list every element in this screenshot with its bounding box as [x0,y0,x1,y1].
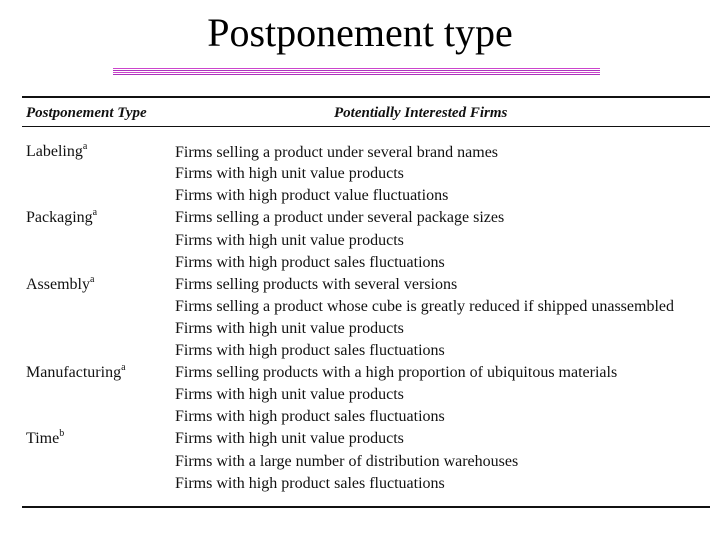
column-header-type: Postponement Type [26,105,147,121]
firm-line: Firms selling a product under several package sizes [175,209,505,226]
row-type-assembly: Assembly$^a$ [26,273,95,293]
table-header-rule [22,126,710,127]
firm-line: Firms with high unit value products [175,320,404,337]
firm-line: Firms with high product sales fluctuations [175,475,445,492]
firm-line: Firms selling products with a high proportion of ubiquitous materials [175,364,618,381]
table-bottom-rule [22,506,710,508]
underline-stripe [113,68,600,69]
slide-title: Postponement type [207,10,513,55]
firm-line: Firms with high product sales fluctuations [175,408,445,425]
row-type-time: Time$^b$ [26,427,65,447]
firm-line: Firms selling a product under several brand names [175,144,499,161]
firm-line: Firms with high unit value products [175,232,404,249]
underline-stripe [113,70,600,71]
row-type-manufacturing: Manufacturing$^a$ [26,361,126,381]
firm-line: Firms with high product value fluctuations [175,187,449,204]
firm-line: Firms with high unit value products [175,165,404,182]
firm-line: Firms with high unit value products [175,386,404,403]
firm-line: Firms selling products with several versions [175,276,458,293]
firm-line: Firms with high unit value products [175,430,404,447]
column-header-firms: Potentially Interested Firms [334,105,508,121]
firm-line: Firms with a large number of distribution warehouses [175,453,519,470]
footnote-marker: a [90,273,95,285]
firm-line: Firms with high product sales fluctuations [175,342,445,359]
firm-line: Firms selling a product whose cube is greatly reduced if shipped unassembled [175,298,674,315]
firm-line: Firms with high product sales fluctuations [175,254,445,271]
underline-stripe [113,74,600,75]
table-top-rule [22,96,710,98]
footnote-marker: a [82,140,88,152]
footnote-marker: a [121,361,126,373]
row-type-labeling: Labeling$^a$ [26,140,88,160]
footnote-marker: a [92,206,98,218]
underline-stripe [113,72,600,73]
postponement-table [14,94,710,522]
title-underline [113,68,600,75]
row-type-packaging: Packaging$^a$ [26,206,98,226]
footnote-marker: b [59,427,65,439]
